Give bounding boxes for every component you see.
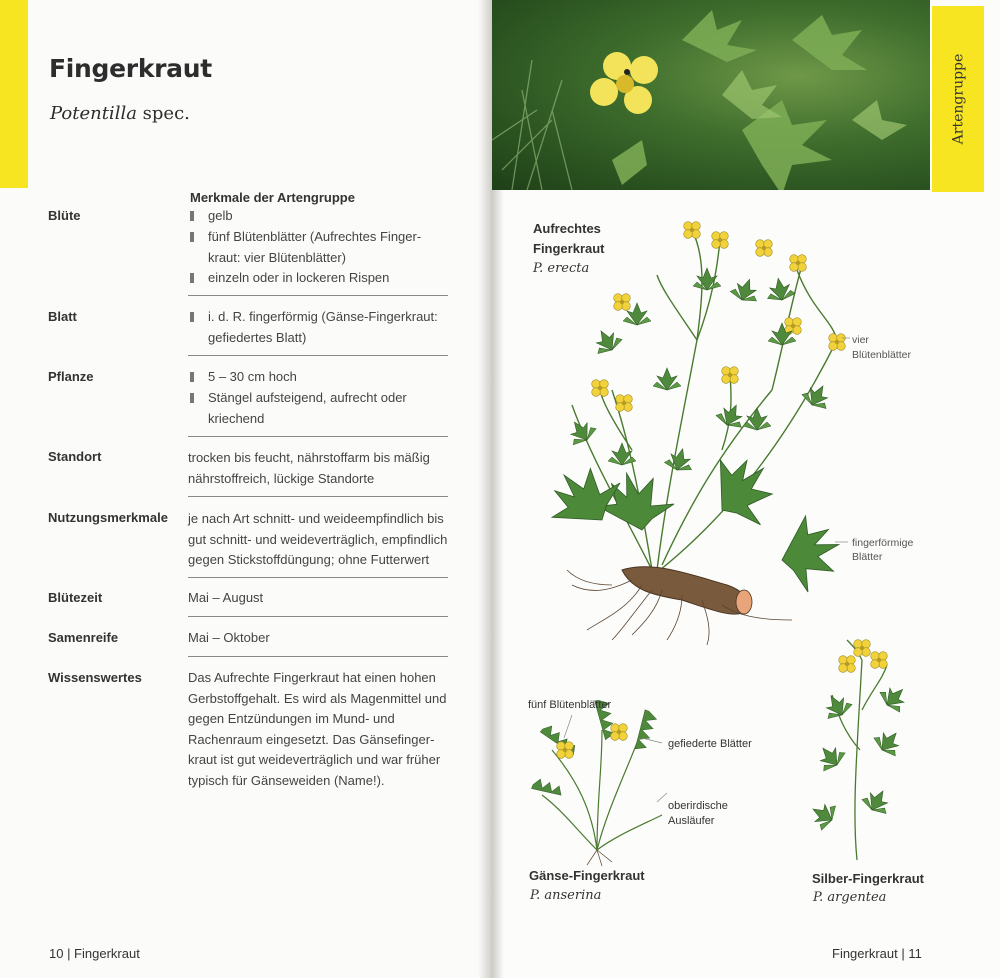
left-page [0,0,488,978]
erecta-name-line2: Fingerkraut [533,241,605,256]
erecta-illustration [538,222,851,645]
divider [188,577,448,578]
note-gefiedert: gefiederte Blätter [668,738,752,750]
label-bluete: Blüte [48,208,81,223]
wissenswertes-value: Das Aufrechte Fingerkraut hat einen hohen Gerbstoffgehalt. Es wird als Magenmittel und gegen Entzündungen im Mund- und Rachenraum eingesetzt. Das Gänsefinger-kraut ist gut weideverträglich und war früher typisch für Gänseweiden (Name!). [188,670,447,788]
divider [188,355,448,356]
label-pflanze: Pflanze [48,369,94,384]
blatt-bullet-1: i. d. R. fingerförmig (Gänse-Fingerkraut: gefiedertes Blatt) [190,307,452,348]
anserina-latin: P. anserina [530,888,602,903]
divider [188,496,448,497]
bluete-bullet-2: fünf Blütenblätter (Aufrechtes Finger-kraut: vier Blütenblätter) [190,227,452,268]
note-ober-2: Ausläufer [668,815,715,827]
argentea-latin: P. argentea [813,890,887,905]
divider [188,295,448,296]
anserina-illustration [532,699,667,866]
note-vier-1: vier [852,334,869,346]
nutzung-value: je nach Art schnitt- und weideempfindlich bis gut schnitt- und weideverträglich, empfindlich gegen Stickstoffdüngung; ohne Futterwert [188,511,448,567]
argentea-illustration [806,640,913,860]
bluete-bullet-1: gelb [190,206,452,227]
anserina-name: Gänse-Fingerkraut [529,868,645,883]
argentea-name: Silber-Fingerkraut [812,871,924,886]
note-finger-1: fingerförmige [852,537,914,549]
note-finger-2: Blätter [852,551,883,563]
label-samenreife: Samenreife [48,630,119,645]
erecta-latin: P. erecta [533,261,590,276]
section-tab-label: Artengruppe [950,53,966,145]
label-standort: Standort [48,449,102,464]
bluetezeit-value: Mai – August [188,590,264,605]
pflanze-bullet-2: Stängel aufsteigend, aufrecht oder kriechend [190,388,452,429]
species-suffix: spec. [136,103,190,124]
page-title: Fingerkraut [49,54,212,83]
divider [188,436,448,437]
note-ober-1: oberirdische [668,800,728,812]
note-vier-2: Blütenblätter [852,349,911,361]
note-fuenf: fünf Blütenblätter [528,699,612,711]
botanical-illustrations [492,190,1000,930]
page-footer-right: Fingerkraut | 11 [832,946,922,961]
features-heading: Merkmale der Artengruppe [190,190,355,205]
pflanze-bullet-1: 5 – 30 cm hoch [190,367,452,388]
label-blatt: Blatt [48,309,77,324]
yellow-margin-bar [0,0,28,188]
scientific-name [50,103,190,124]
divider [188,656,448,657]
erecta-name-line1: Aufrechtes [533,221,601,236]
genus-name: Potentilla [50,103,137,124]
page-footer-left: 10 | Fingerkraut [49,946,140,961]
plant-photo [492,0,930,190]
divider [188,616,448,617]
samenreife-value: Mai – Oktober [188,630,270,645]
standort-value: trocken bis feucht, nährstoffarm bis mäßig nährstoffreich, lückige Standorte [188,450,430,486]
label-bluetezeit: Blütezeit [48,590,103,605]
label-wissenswertes: Wissenswertes [48,670,142,685]
bluete-bullet-3: einzeln oder in lockeren Rispen [190,268,452,289]
label-nutzung: Nutzungsmerkmale [48,510,168,525]
